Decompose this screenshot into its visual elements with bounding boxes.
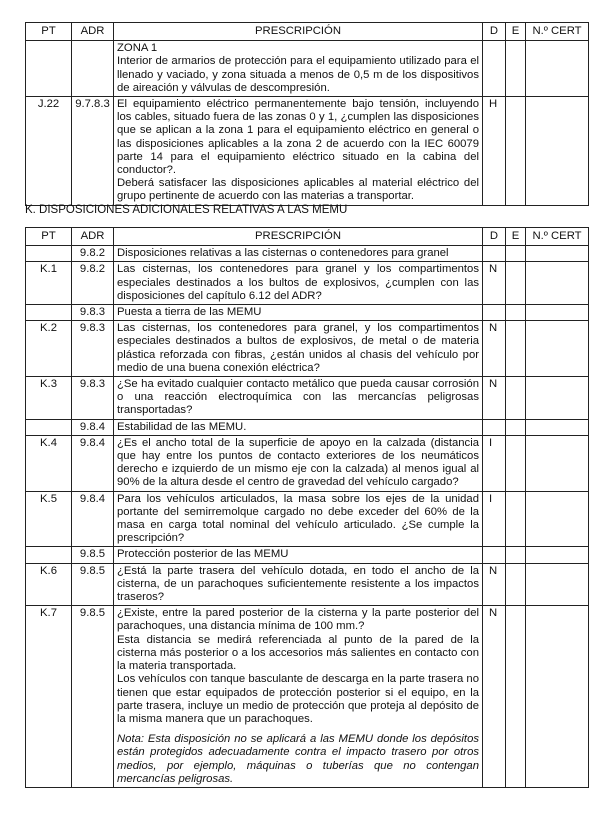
adr-cell: 9.8.3 — [72, 377, 114, 420]
prescripcion-paragraph: Protección posterior de las MEMU — [117, 548, 289, 561]
prescripcion-paragraph: Deberá satisfacer las disposiciones aplicables al material eléctrico del grupo pertinente de acuerdo con las materias a transportar. — [117, 177, 479, 203]
pt-cell — [26, 41, 72, 97]
table-row — [26, 321, 589, 377]
prescripcion-paragraph: Los vehículos con tanque basculante de descarga en la parte trasera no tienen que estar equipados de protección posterior si el equipo, en la parte trasera, incluye un medio de protección que proteja al depósito de la misma manera que un parachoques. — [117, 673, 479, 725]
adr-cell: 9.8.3 — [72, 321, 114, 377]
header-d: D — [483, 228, 506, 246]
cert-cell — [526, 305, 589, 321]
table-header-row — [26, 23, 589, 41]
prescripcion-paragraph: Para los vehículos articulados, la masa sobre los ejes de la unidad portante del semirremolque cargado no debe exceder del 60% de la masa en carga total nominal del vehículo articulado. ¿Se cumple la prescripción? — [117, 492, 479, 545]
d-cell — [483, 419, 506, 435]
adr-cell: 9.8.5 — [72, 563, 114, 606]
adr-cell: 9.8.4 — [72, 435, 114, 491]
prescripcion-paragraph: Estabilidad de las MEMU. — [117, 420, 247, 433]
prescripcion-cell — [114, 41, 483, 97]
prescripcion-paragraph: ¿Se ha evitado cualquier contacto metálico que pueda causar corrosión o una reacción electroquímica con las mercancías peligrosas transportadas? — [117, 378, 479, 417]
d-cell: N — [483, 377, 506, 420]
header-cert: N.º CERT — [526, 228, 589, 246]
header-d: D — [483, 23, 506, 41]
pt-cell: K.1 — [26, 262, 72, 305]
header-adr: ADR — [72, 23, 114, 41]
adr-cell: 9.8.3 — [72, 305, 114, 321]
e-cell — [506, 41, 526, 97]
cert-cell — [526, 606, 589, 788]
d-cell: N — [483, 262, 506, 305]
cert-cell — [526, 321, 589, 377]
cert-cell — [526, 97, 589, 206]
adr-cell: 9.8.4 — [72, 491, 114, 547]
header-e: E — [506, 23, 526, 41]
prescripcion-paragraph: El equipamiento eléctrico permanentemente bajo tensión, incluyendo los cables, situado fuera de las zonas 0 y 1, ¿cumplen las disposiciones que se aplican a la zona 1 para el equipamiento eléctrico en general o las disposiciones aplicables a la zona 2 de acuerdo con la IEC 60079 parte 14 para el equipamiento eléctrico situado en la cabina del conductor?. — [117, 98, 479, 177]
adr-cell: 9.8.5 — [72, 547, 114, 563]
adr-cell: 9.8.2 — [72, 262, 114, 305]
d-cell — [483, 547, 506, 563]
table-row — [26, 547, 589, 563]
prescripcion-cell — [114, 377, 483, 420]
table-row — [26, 246, 589, 262]
pt-cell: K.6 — [26, 563, 72, 606]
prescripcion-cell — [114, 246, 483, 262]
prescripcion-cell — [114, 563, 483, 606]
table-row — [26, 606, 589, 788]
adr-cell: 9.8.4 — [72, 419, 114, 435]
section-heading: K. DISPOSICIONES ADICIONALES RELATIVAS A LAS MEMU — [25, 204, 348, 216]
pt-cell: K.4 — [26, 435, 72, 491]
cert-cell — [526, 246, 589, 262]
prescripcion-paragraph: Esta distancia se medirá referenciada al punto de la pared de la cisterna más posterior o a los accesorios más salientes en contacto con la materia transportada. — [117, 633, 479, 673]
table-row — [26, 41, 589, 97]
d-cell: N — [483, 321, 506, 377]
e-cell — [506, 606, 526, 788]
prescripcion-paragraph: Puesta a tierra de las MEMU — [117, 306, 262, 319]
table-row — [26, 435, 589, 491]
header-adr: ADR — [72, 228, 114, 246]
prescripcion-paragraph: ¿Es el ancho total de la superficie de apoyo en la calzada (distancia que hay entre los puntos de contacto exteriores de los neumáticos derecho e izquierdo de un mismo eje con la calzada) al menos igual al 90% de la altura desde el centro de gravedad del vehículo cargado? — [117, 436, 479, 489]
cert-cell — [526, 419, 589, 435]
prescripcion-cell — [114, 435, 483, 491]
e-cell — [506, 321, 526, 377]
cert-cell — [526, 435, 589, 491]
table-header-row — [26, 228, 589, 246]
e-cell — [506, 97, 526, 206]
cert-cell — [526, 377, 589, 420]
table-row — [26, 305, 589, 321]
cert-cell — [526, 41, 589, 97]
e-cell — [506, 246, 526, 262]
table-row — [26, 419, 589, 435]
adr-cell: 9.8.5 — [72, 606, 114, 788]
prescripcion-paragraph: Disposiciones relativas a las cisternas o contenedores para granel — [117, 247, 449, 260]
prescripcion-cell — [114, 491, 483, 547]
d-cell — [483, 305, 506, 321]
d-cell — [483, 246, 506, 262]
pt-cell: K.5 — [26, 491, 72, 547]
table-row — [26, 491, 589, 547]
pt-cell: J.22 — [26, 97, 72, 206]
table-row — [26, 97, 589, 206]
prescripcion-paragraph: ¿Existe, entre la pared posterior de la cisterna y la parte posterior del parachoques, una distancia mínima de 100 mm.? — [117, 607, 479, 633]
e-cell — [506, 435, 526, 491]
adr-cell: 9.8.2 — [72, 246, 114, 262]
prescripcion-paragraph: Las cisternas, los contenedores para granel y los compartimentos especiales destinados a los bultos de explosivos, ¿cumplen con las disposiciones del capítulo 6.12 del ADR? — [117, 263, 479, 302]
inspection-table-k — [25, 227, 589, 788]
pt-cell — [26, 419, 72, 435]
prescripcion-cell — [114, 262, 483, 305]
header-cert: N.º CERT — [526, 23, 589, 41]
cert-cell — [526, 547, 589, 563]
d-cell: H — [483, 97, 506, 206]
d-cell: N — [483, 606, 506, 788]
pt-cell: K.7 — [26, 606, 72, 788]
table-row — [26, 377, 589, 420]
table-row — [26, 563, 589, 606]
d-cell — [483, 41, 506, 97]
pt-cell — [26, 305, 72, 321]
prescripcion-cell — [114, 97, 483, 206]
d-cell: I — [483, 491, 506, 547]
e-cell — [506, 419, 526, 435]
e-cell — [506, 563, 526, 606]
header-pt: PT — [26, 23, 72, 41]
prescripcion-paragraph: Interior de armarios de protección para el equipamiento utilizado para el llenado y vaciado, y zona situada a menos de 0,5 m de los dispositivos de aireación y válvulas de descompresión. — [117, 55, 479, 94]
inspection-table-j — [25, 22, 589, 206]
pt-cell — [26, 547, 72, 563]
adr-cell — [72, 41, 114, 97]
e-cell — [506, 305, 526, 321]
pt-cell: K.3 — [26, 377, 72, 420]
header-prescripcion: PRESCRIPCIÓN — [114, 23, 483, 41]
e-cell — [506, 491, 526, 547]
e-cell — [506, 547, 526, 563]
prescripcion-cell — [114, 606, 483, 788]
prescripcion-note: Nota: Esta disposición no se aplicará a las MEMU donde los depósitos están protegidos adecuadamente contra el impacto trasero por otros medios, por ejemplo, máquinas o tuberías que no contengan mercancías peligrosas. — [117, 733, 479, 785]
prescripcion-cell — [114, 321, 483, 377]
cert-cell — [526, 563, 589, 606]
pt-cell: K.2 — [26, 321, 72, 377]
e-cell — [506, 377, 526, 420]
prescripcion-paragraph: Las cisternas, los contenedores para granel, y los compartimentos especiales destinados a bultos de explosivos, de metal o de materia plástica reforzada con fibras, ¿están unidos al chasis del vehículo por medio de una buena conexión eléctrica? — [117, 322, 479, 374]
header-pt: PT — [26, 228, 72, 246]
adr-cell: 9.7.8.3 — [72, 97, 114, 206]
d-cell: I — [483, 435, 506, 491]
header-e: E — [506, 228, 526, 246]
table-row — [26, 262, 589, 305]
prescripcion-cell — [114, 305, 483, 321]
d-cell: N — [483, 563, 506, 606]
e-cell — [506, 262, 526, 305]
prescripcion-paragraph: ZONA 1 — [117, 42, 158, 55]
prescripcion-cell — [114, 547, 483, 563]
pt-cell — [26, 246, 72, 262]
prescripcion-paragraph: ¿Está la parte trasera del vehículo dotada, en todo el ancho de la cisterna, de un parachoques suficientemente resistente a los impactos traseros? — [117, 564, 479, 604]
cert-cell — [526, 262, 589, 305]
cert-cell — [526, 491, 589, 547]
header-prescripcion: PRESCRIPCIÓN — [114, 228, 483, 246]
prescripcion-cell — [114, 419, 483, 435]
